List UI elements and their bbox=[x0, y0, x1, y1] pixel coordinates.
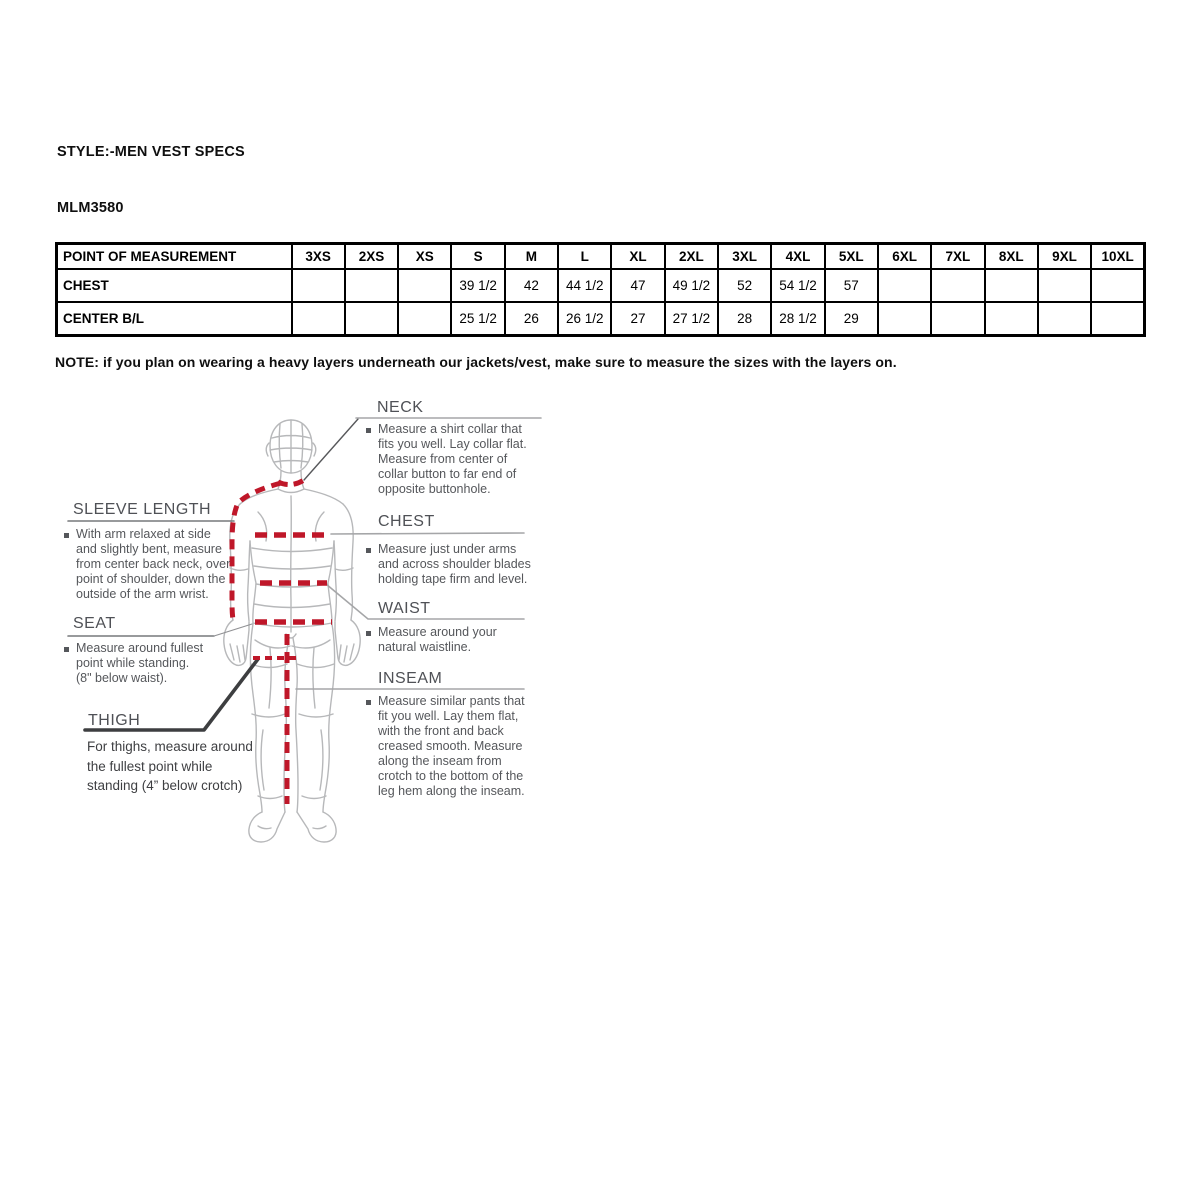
size-value-cell: 25 1/2 bbox=[451, 302, 504, 336]
thigh-heading: THIGH bbox=[88, 712, 141, 729]
waist-heading: WAIST bbox=[378, 600, 431, 617]
table-head bbox=[57, 244, 1145, 270]
sleeve-dash-line bbox=[232, 483, 281, 620]
column-header: 7XL bbox=[931, 244, 984, 270]
size-value-cell: 29 bbox=[825, 302, 878, 336]
sleeve-length-heading: SLEEVE LENGTH bbox=[73, 501, 212, 518]
size-value-cell: 28 bbox=[718, 302, 771, 336]
table-header-row bbox=[57, 244, 1145, 270]
size-value-cell: 47 bbox=[611, 269, 664, 302]
inseam-instructions: Measure similar pants that fit you well. Lay them flat, with the front and back creased smooth. Measure along the inseam from crotch to the bottom of the leg hem along the inseam. bbox=[378, 694, 525, 798]
column-header: 9XL bbox=[1038, 244, 1091, 270]
size-value-cell bbox=[878, 269, 931, 302]
size-value-cell bbox=[1038, 269, 1091, 302]
square-bullet-icon bbox=[366, 428, 371, 433]
size-value-cell bbox=[1091, 269, 1144, 302]
size-value-cell bbox=[1091, 302, 1144, 336]
size-value-cell: 44 1/2 bbox=[558, 269, 611, 302]
column-header: 2XS bbox=[345, 244, 398, 270]
style-code: MLM3580 bbox=[57, 200, 124, 216]
square-bullet-icon bbox=[64, 533, 69, 538]
size-value-cell bbox=[931, 269, 984, 302]
column-header: 3XS bbox=[292, 244, 345, 270]
square-bullet-icon bbox=[366, 548, 371, 553]
thigh-instructions: For thighs, measure around the fullest point while standing (4” below crotch) bbox=[87, 739, 253, 793]
size-value-cell: 42 bbox=[505, 269, 558, 302]
size-value-cell bbox=[985, 302, 1038, 336]
seat-instructions: Measure around fullest point while standing. (8" below waist). bbox=[76, 641, 204, 685]
size-value-cell bbox=[398, 269, 451, 302]
note-text: NOTE: if you plan on wearing a heavy layers underneath our jackets/vest, make sure to measure the sizes with the layers on. bbox=[55, 354, 897, 370]
size-value-cell bbox=[292, 269, 345, 302]
size-value-cell: 26 bbox=[505, 302, 558, 336]
row-label: CHEST bbox=[57, 269, 292, 302]
size-value-cell: 27 bbox=[611, 302, 664, 336]
column-header: 2XL bbox=[665, 244, 718, 270]
column-header: XS bbox=[398, 244, 451, 270]
seat-heading: SEAT bbox=[73, 615, 116, 632]
square-bullet-icon bbox=[64, 647, 69, 652]
neck-dash-line bbox=[278, 480, 304, 485]
size-value-cell: 57 bbox=[825, 269, 878, 302]
neck-heading: NECK bbox=[377, 399, 424, 416]
size-value-cell bbox=[878, 302, 931, 336]
square-bullet-icon bbox=[366, 700, 371, 705]
size-value-cell: 26 1/2 bbox=[558, 302, 611, 336]
size-value-cell: 49 1/2 bbox=[665, 269, 718, 302]
size-value-cell bbox=[931, 302, 984, 336]
size-value-cell bbox=[398, 302, 451, 336]
chest-heading: CHEST bbox=[378, 513, 435, 530]
column-header: 3XL bbox=[718, 244, 771, 270]
size-value-cell bbox=[345, 302, 398, 336]
table-row bbox=[57, 269, 1145, 302]
size-value-cell bbox=[292, 302, 345, 336]
size-value-cell: 28 1/2 bbox=[771, 302, 824, 336]
column-header: M bbox=[505, 244, 558, 270]
table-body bbox=[57, 269, 1145, 336]
square-bullet-icon bbox=[366, 631, 371, 636]
chest-instructions: Measure just under arms and across shoulder blades holding tape firm and level. bbox=[378, 542, 531, 586]
column-header: 6XL bbox=[878, 244, 931, 270]
size-value-cell bbox=[1038, 302, 1091, 336]
waist-instructions: Measure around your natural waistline. bbox=[378, 625, 497, 654]
column-header: 4XL bbox=[771, 244, 824, 270]
column-header: 5XL bbox=[825, 244, 878, 270]
size-value-cell: 39 1/2 bbox=[451, 269, 504, 302]
size-value-cell: 27 1/2 bbox=[665, 302, 718, 336]
page-title: STYLE:-MEN VEST SPECS bbox=[57, 144, 245, 160]
size-value-cell bbox=[345, 269, 398, 302]
size-value-cell bbox=[985, 269, 1038, 302]
neck-instructions: Measure a shirt collar that fits you well. Lay collar flat. Measure from center of collar button to far end of opposite buttonhole. bbox=[378, 422, 527, 496]
column-header: 8XL bbox=[985, 244, 1038, 270]
column-header: 10XL bbox=[1091, 244, 1144, 270]
size-value-cell: 52 bbox=[718, 269, 771, 302]
column-header: L bbox=[558, 244, 611, 270]
column-header: XL bbox=[611, 244, 664, 270]
column-header: POINT OF MEASUREMENT bbox=[57, 244, 292, 270]
sleeve-length-instructions: With arm relaxed at side and slightly bent, measure from center back neck, over point of shoulder, down the outside of the arm wrist. bbox=[76, 527, 231, 601]
row-label: CENTER B/L bbox=[57, 302, 292, 336]
inseam-heading: INSEAM bbox=[378, 670, 443, 687]
table-row bbox=[57, 302, 1145, 336]
size-value-cell: 54 1/2 bbox=[771, 269, 824, 302]
size-chart-table bbox=[55, 242, 1146, 337]
column-header: S bbox=[451, 244, 504, 270]
